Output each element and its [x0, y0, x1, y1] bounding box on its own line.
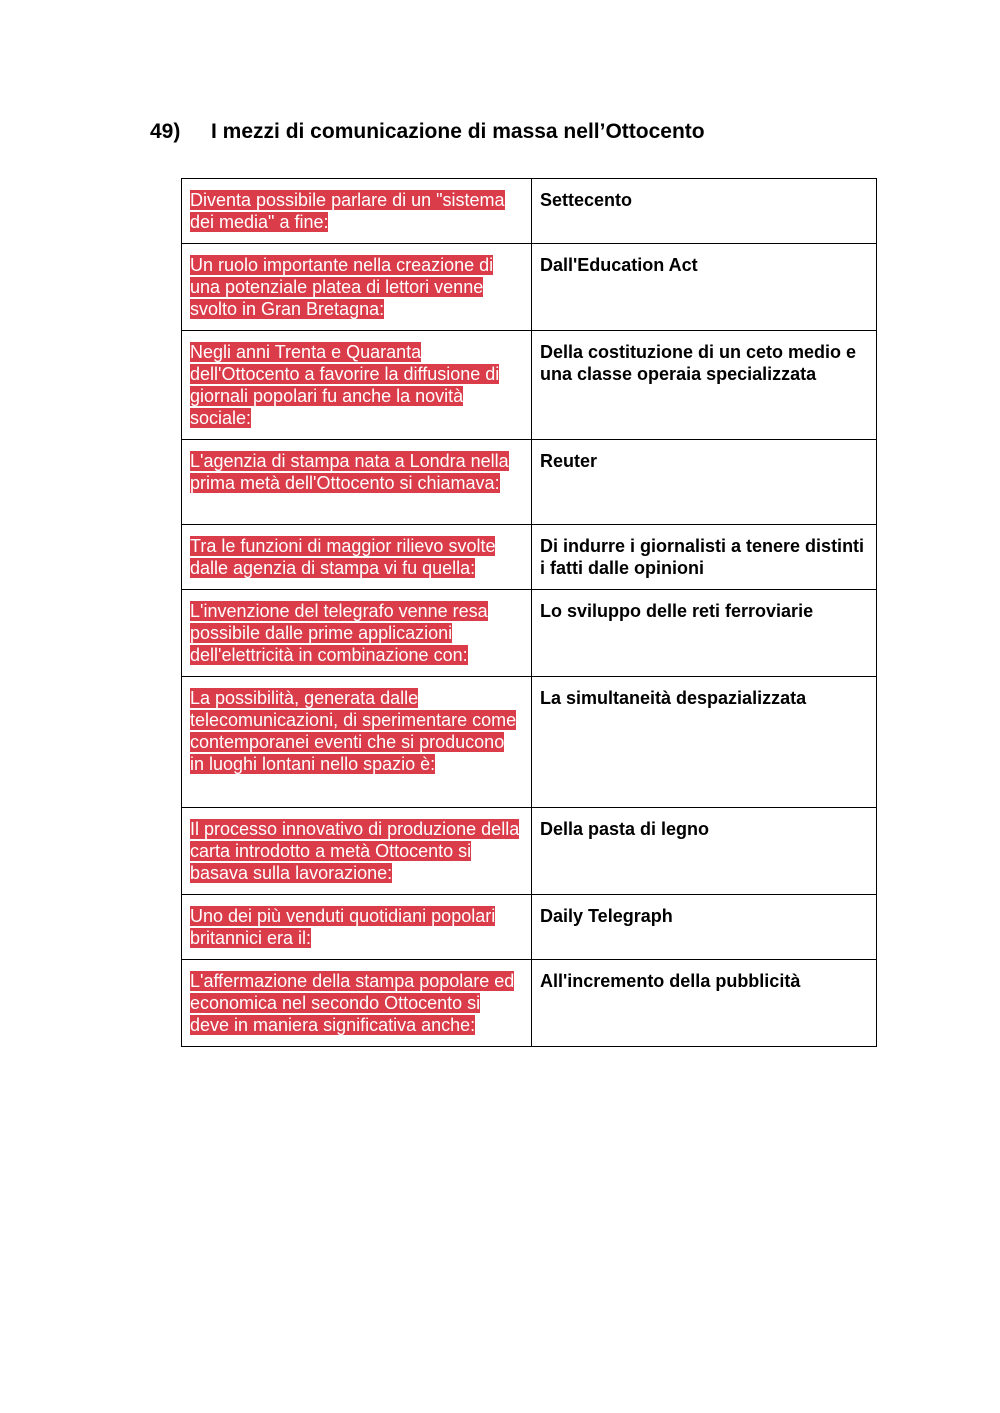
question-text: Negli anni Trenta e Quaranta dell'Ottocento a favorire la diffusione di giornali popolari fu anche la novità sociale: [190, 342, 500, 428]
answer-cell [532, 677, 877, 808]
question-cell [182, 525, 532, 590]
answer-cell [532, 244, 877, 331]
question-cell [182, 895, 532, 960]
question-cell [182, 590, 532, 677]
question-cell [182, 960, 532, 1047]
answer-cell [532, 525, 877, 590]
answer-cell [532, 179, 877, 244]
answer-cell [532, 808, 877, 895]
table-row [182, 960, 877, 1047]
qa-table [181, 178, 877, 1047]
question-text: L'agenzia di stampa nata a Londra nella prima metà dell'Ottocento si chiamava: [190, 451, 509, 493]
page-title: I mezzi di comunicazione di massa nell’Ottocento [211, 120, 705, 143]
table-row [182, 677, 877, 808]
question-cell [182, 808, 532, 895]
answer-text: Daily Telegraph [540, 906, 673, 926]
answer-text: Di indurre i giornalisti a tenere distinti i fatti dalle opinioni [540, 536, 865, 578]
page-heading [150, 120, 705, 144]
question-text: Un ruolo importante nella creazione di una potenziale platea di lettori venne svolto in Gran Bretagna: [190, 255, 494, 319]
question-text: L'affermazione della stampa popolare ed economica nel secondo Ottocento si deve in maniera significativa anche: [190, 971, 515, 1035]
table-row [182, 895, 877, 960]
question-text: Uno dei più venduti quotidiani popolari britannici era il: [190, 906, 496, 948]
answer-text: Dall'Education Act [540, 255, 698, 275]
table-row [182, 440, 877, 525]
question-cell [182, 677, 532, 808]
question-text: La possibilità, generata dalle telecomunicazioni, di sperimentare come contemporanei eventi che si producono in luoghi lontani nello spazio è: [190, 688, 517, 774]
answer-text: Reuter [540, 451, 598, 471]
table-row [182, 808, 877, 895]
table-row [182, 590, 877, 677]
question-text: L'invenzione del telegrafo venne resa possibile dalle prime applicazioni dell'elettricità in combinazione con: [190, 601, 488, 665]
question-cell [182, 331, 532, 440]
question-cell [182, 440, 532, 525]
question-text: Tra le funzioni di maggior rilievo svolte dalle agenzia di stampa vi fu quella: [190, 536, 496, 578]
question-text: Il processo innovativo di produzione della carta introdotto a metà Ottocento si basava sulla lavorazione: [190, 819, 520, 883]
question-number: 49) [150, 120, 181, 143]
question-text: Diventa possibile parlare di un "sistema dei media" a fine: [190, 190, 505, 232]
answer-text: Lo sviluppo delle reti ferroviarie [540, 601, 814, 621]
answer-cell [532, 960, 877, 1047]
table-row [182, 179, 877, 244]
answer-text: Della pasta di legno [540, 819, 710, 839]
table-row [182, 525, 877, 590]
table-row [182, 244, 877, 331]
answer-cell [532, 331, 877, 440]
answer-text: La simultaneità despazializzata [540, 688, 807, 708]
answer-text: Della costituzione di un ceto medio e una classe operaia specializzata [540, 342, 857, 384]
question-cell [182, 179, 532, 244]
answer-cell [532, 895, 877, 960]
answer-text: Settecento [540, 190, 633, 210]
answer-text: All'incremento della pubblicità [540, 971, 801, 991]
question-cell [182, 244, 532, 331]
table-row [182, 331, 877, 440]
answer-cell [532, 440, 877, 525]
answer-cell [532, 590, 877, 677]
